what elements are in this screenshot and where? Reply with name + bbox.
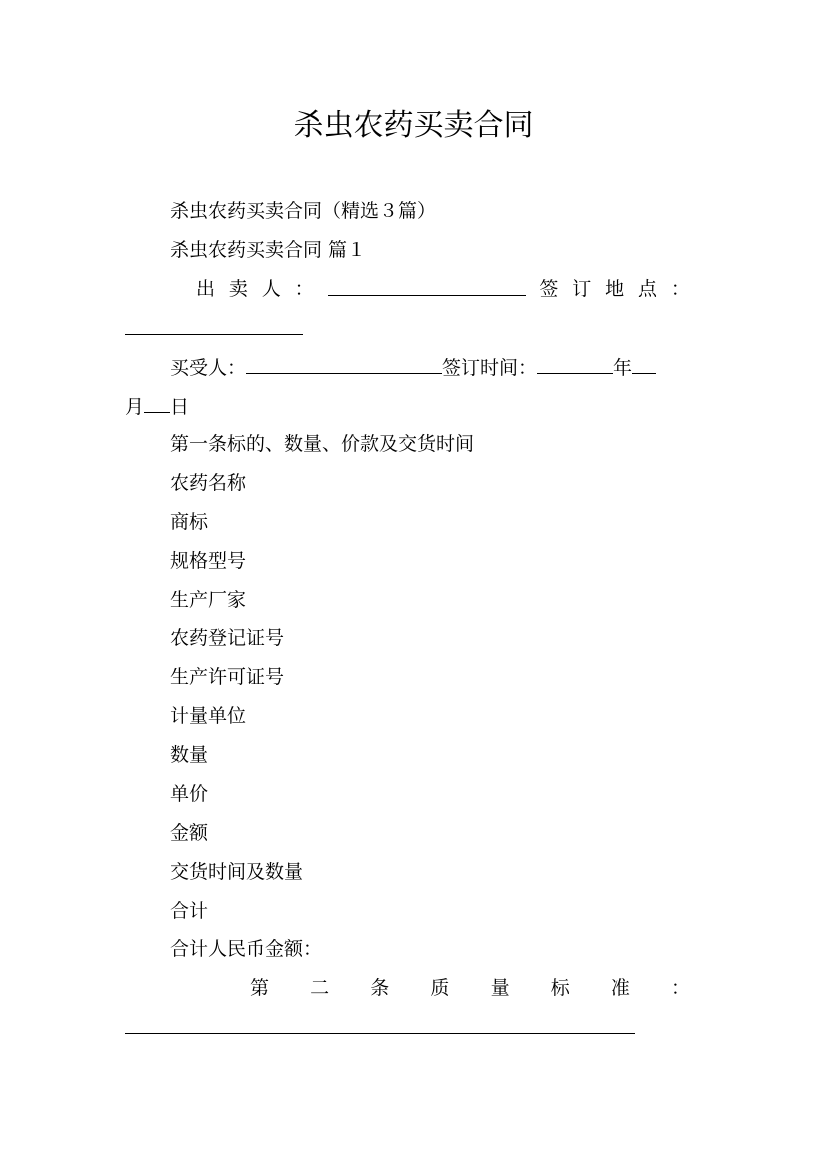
article-2-char: 质 [430,977,450,999]
article-2-char: 标 [550,977,570,999]
seller-blank [328,277,526,296]
list-item: 农药登记证号 [170,627,285,649]
article-2-char: 准 [610,977,630,999]
article-2-char: ： [670,977,690,999]
list-item: 生产许可证号 [170,666,285,688]
list-item: 金额 [170,822,209,844]
month-blank [632,355,656,374]
seller-char: 人 [261,278,281,300]
list-item: 合计 [170,900,209,922]
sign-place-char: ： [670,278,690,300]
article-2-heading [250,976,690,1000]
list-item: 计量单位 [170,705,247,727]
buyer-row [170,355,656,380]
sign-place-blank [125,316,303,335]
list-item: 合计人民币金额： [170,938,323,960]
article-2-char: 二 [310,977,330,999]
sign-time-label: 签订时间： [442,357,538,379]
seller-sign-place-row [196,277,690,301]
article-2-char: 条 [370,977,390,999]
year-blank [537,355,613,374]
sign-place-char: 点 [637,278,657,300]
list-item: 交货时间及数量 [170,861,304,883]
article-2-char: 量 [490,977,510,999]
quality-standard-blank-row [125,1015,635,1040]
list-item: 商标 [170,511,209,533]
day-blank [144,394,170,413]
list-item: 数量 [170,744,209,766]
list-item: 生产厂家 [170,589,247,611]
seller-char: ： [294,278,314,300]
month-label: 月 [125,396,145,418]
sign-place-blank-row [125,316,303,341]
article-2-char: 第 [250,977,270,999]
part-heading: 杀虫农药买卖合同 篇１ [170,239,367,261]
buyer-label: 买受人： [170,357,247,379]
list-item: 农药名称 [170,472,247,494]
buyer-blank [246,355,442,374]
sign-place-char: 签 [539,278,559,300]
sign-place-char: 地 [605,278,625,300]
document-title: 杀虫农药买卖合同 [293,108,534,143]
article-1-heading: 第一条标的、数量、价款及交货时间 [170,433,475,455]
seller-char: 出 [196,278,216,300]
year-label: 年 [613,357,633,379]
day-label: 日 [170,396,190,418]
sign-place-char: 订 [572,278,592,300]
date-row [125,394,189,419]
list-item: 规格型号 [170,550,247,572]
list-item: 单价 [170,783,209,805]
quality-standard-blank [125,1015,635,1034]
seller-char: 卖 [228,278,248,300]
subtitle: 杀虫农药买卖合同（精选３篇） [170,200,437,222]
